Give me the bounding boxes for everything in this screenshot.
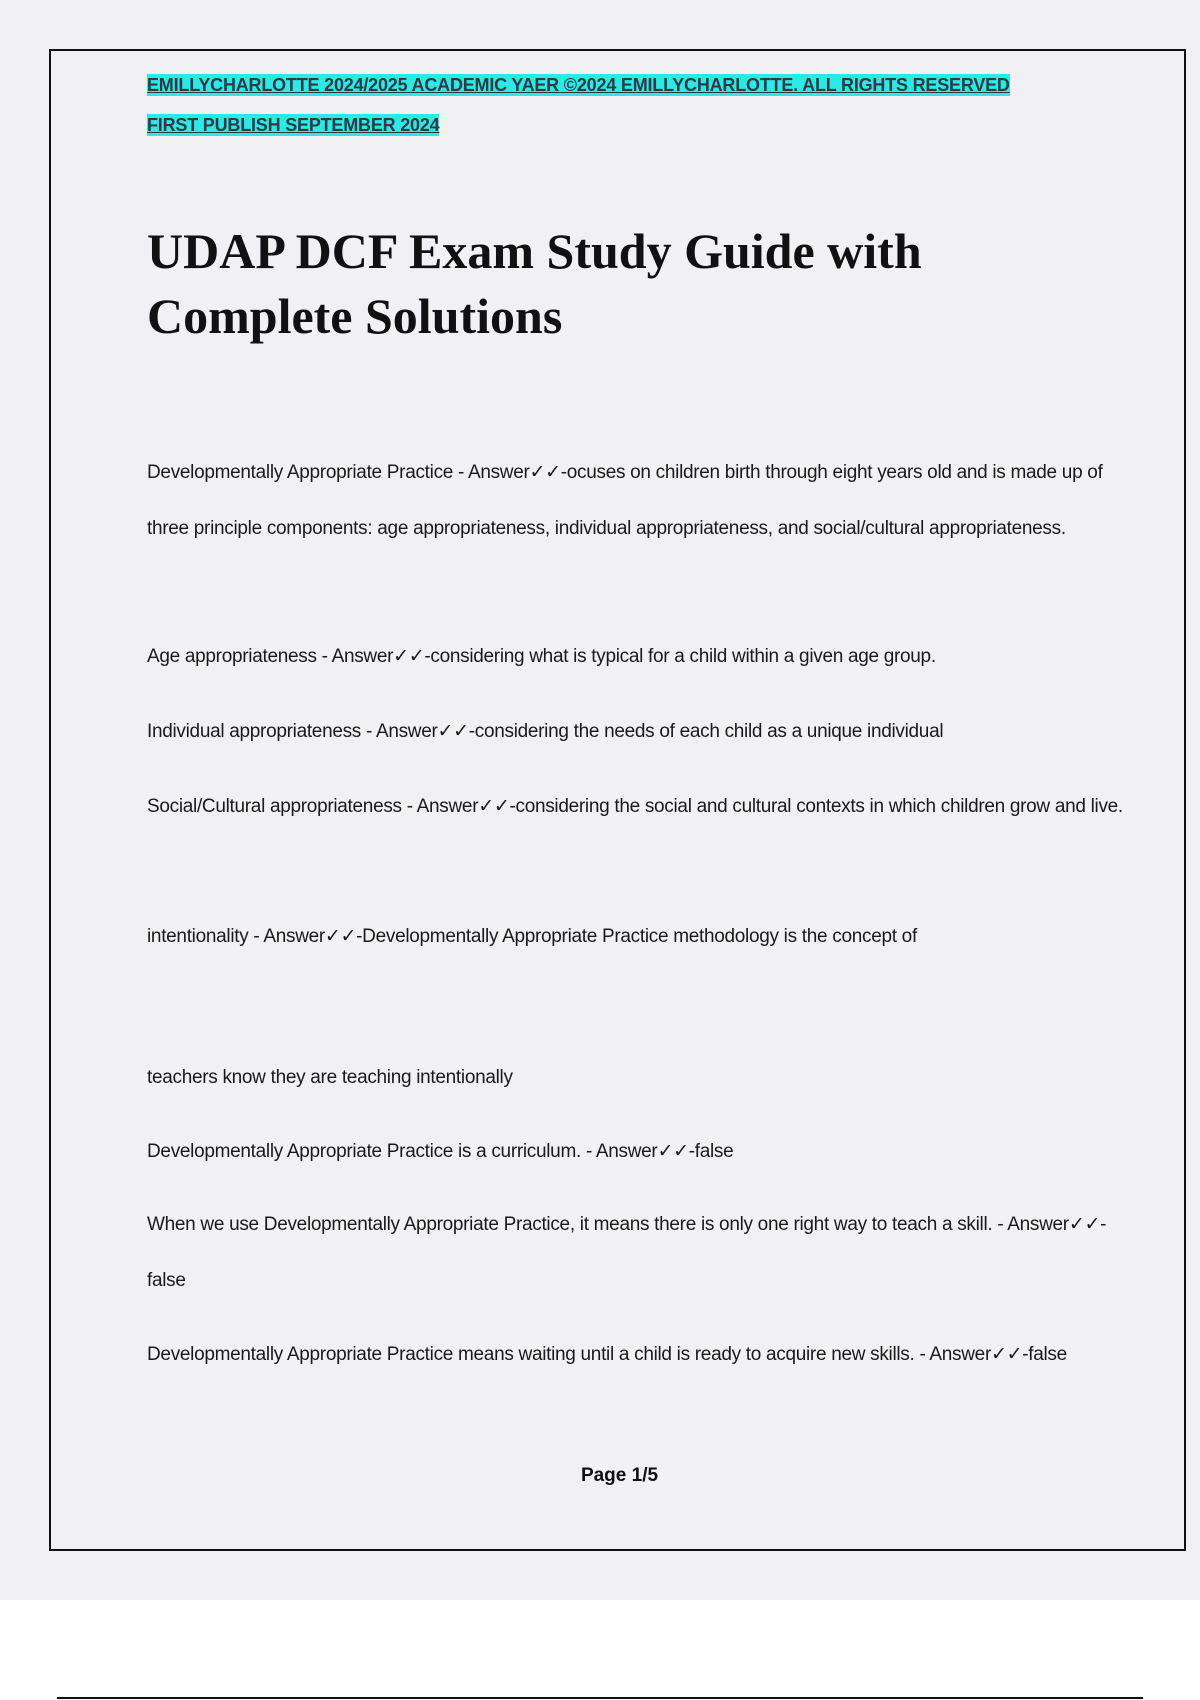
copyright-header-text: EMILLYCHARLOTTE 2024/2025 ACADEMIC YAER ©2024 EMILLYCHARLOTTE. ALL RIGHTS RESERVED: [147, 75, 1010, 95]
publish-date-header: [147, 115, 439, 136]
publish-date-text: FIRST PUBLISH SEPTEMBER 2024: [147, 115, 440, 135]
page-number: Page 1/5: [580, 1465, 659, 1486]
copyright-header: [147, 75, 1010, 96]
qa-item: teachers know they are teaching intentionally: [147, 1067, 513, 1088]
title-line-1: UDAP DCF Exam Study Guide with: [147, 223, 922, 279]
qa-item: Developmentally Appropriate Practice - Answer✓✓-ocuses on children birth through eight years old and is made up of three principle components: age appropriateness, individual appropriateness, and social/cultural appropriateness.: [147, 462, 1103, 539]
qa-item: Social/Cultural appropriateness - Answer✓✓-considering the social and cultural contexts in which children grow and live.: [147, 796, 1123, 817]
qa-item: Age appropriateness - Answer✓✓-considering what is typical for a child within a given age group.: [147, 646, 936, 667]
next-page-divider: [57, 1697, 1143, 1699]
qa-item: intentionality - Answer✓✓-Developmentally Appropriate Practice methodology is the concept of: [147, 926, 917, 947]
document-title: [147, 219, 1047, 349]
qa-item: Developmentally Appropriate Practice is a curriculum. - Answer✓✓-false: [147, 1141, 734, 1162]
qa-item: Individual appropriateness - Answer✓✓-considering the needs of each child as a unique individual: [147, 721, 944, 742]
title-line-2: Complete Solutions: [147, 288, 563, 344]
qa-item: When we use Developmentally Appropriate Practice, it means there is only one right way to teach a skill. - Answer✓✓-false: [147, 1214, 1107, 1291]
qa-item: Developmentally Appropriate Practice means waiting until a child is ready to acquire new skills. - Answer✓✓-false: [147, 1344, 1067, 1365]
document-page: [49, 49, 1186, 1551]
